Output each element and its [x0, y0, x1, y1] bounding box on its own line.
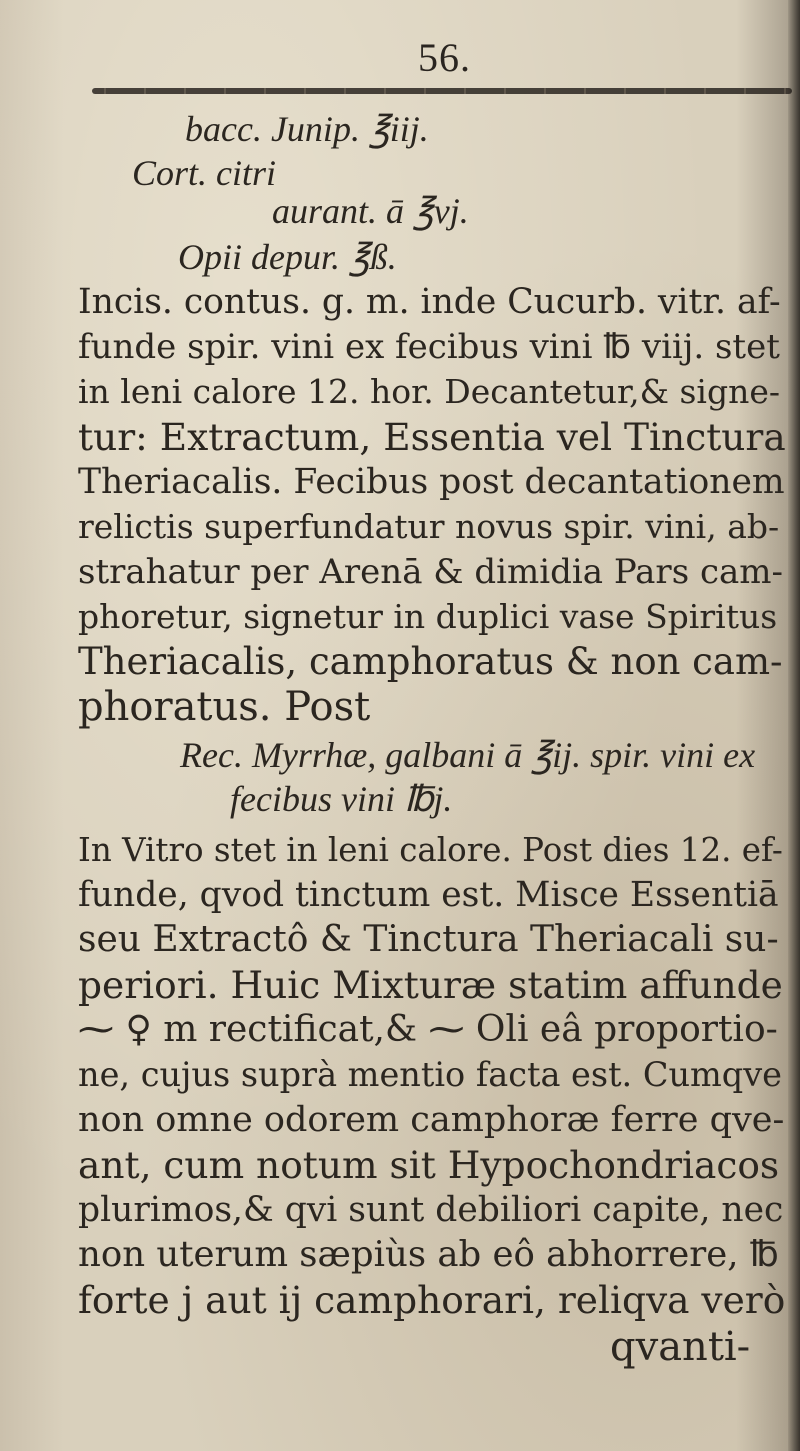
header-rule: [92, 88, 792, 94]
text-line: phoratus. Post: [78, 684, 371, 730]
recipe-line: Opii depur. ℥ß.: [178, 237, 397, 277]
text-line: funde, qvod tinctum est. Misce Essentiā: [78, 875, 779, 915]
text-line: ne, cujus suprà mentio facta est. Cumqve: [78, 1055, 783, 1094]
text-line: plurimos,& qvi sunt debiliori capite, nec: [78, 1190, 784, 1230]
text-line: periori. Huic Mixturæ statim affunde: [78, 963, 783, 1007]
text-line: forte j aut ij camphorari, reliqva verò: [78, 1278, 786, 1322]
text-line: Incis. contus. g. m. inde Cucurb. vitr. af-: [78, 282, 781, 322]
text-line: Theriacalis. Fecibus post decantationem: [78, 462, 785, 502]
text-line: non uterum sæpiùs ab eô abhorrere, ℔: [78, 1234, 779, 1275]
recipe-line: Cort. citri: [132, 153, 277, 193]
text-line: ant, cum notum sit Hypochondriacos: [78, 1143, 780, 1187]
recipe-line: fecibus vini ℔j.: [230, 779, 453, 819]
text-line: in leni calore 12. hor. Decantetur,& signe-: [78, 372, 781, 411]
catchword: qvanti-: [610, 1324, 751, 1370]
text-line: strahatur per Arenā & dimidia Pars cam-: [78, 552, 783, 592]
recipe-line: bacc. Junip. ℥iij.: [185, 109, 429, 149]
text-line: non omne odorem camphoræ ferre qve-: [78, 1100, 785, 1140]
text-line: Theriacalis, camphoratus & non cam-: [78, 640, 783, 683]
text-line: phoretur, signetur in duplici vase Spiritus: [78, 597, 778, 636]
text-line: seu Extractô & Tinctura Theriacali su-: [78, 919, 779, 960]
page-number: 56.: [418, 35, 471, 80]
text-line: tur: Extractum, Essentia vel Tinctura: [78, 415, 786, 459]
text-line: In Vitro stet in leni calore. Post dies 12. ef-: [78, 831, 783, 869]
recipe-line: Rec. Myrrhæ, galbani ā ℥ij. spir. vini ex: [180, 735, 756, 775]
recipe-line: aurant. ā ℥vj.: [272, 191, 469, 231]
text-line: funde spir. vini ex fecibus vini ℔ viij. stet: [78, 327, 780, 367]
text-line: relictis superfundatur novus spir. vini, ab-: [78, 507, 780, 546]
text-line: ⁓ ♀ m rectificat,& ⁓ Oli eâ proportio-: [78, 1009, 778, 1050]
page-edge-shadow: [788, 0, 800, 1451]
